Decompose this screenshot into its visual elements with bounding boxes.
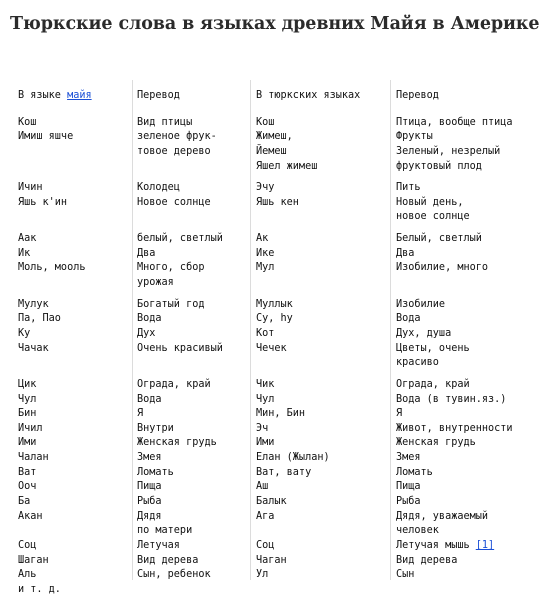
maya-word: Аак [18, 233, 37, 245]
turkic-translation: Белый, светлый [396, 233, 482, 245]
maya-translation: зеленое фрук- [137, 131, 217, 143]
turkic-word: Елан (Жылан) [256, 452, 330, 464]
turkic-translation: Вода (в тувин.яз.) [396, 393, 507, 405]
maya-translation: урожая [137, 277, 174, 289]
maya-word: Соц [18, 539, 37, 551]
column-divider [132, 80, 133, 580]
turkic-translation: Новый день, [396, 196, 464, 208]
turkic-translation: Рыба [396, 496, 421, 508]
turkic-translation: новое солнце [396, 211, 470, 223]
header-turkic-languages: В тюркских языках [256, 90, 361, 101]
turkic-word: Ике [256, 247, 275, 259]
turkic-translation: Зеленый, незрелый [396, 145, 501, 157]
turkic-translation: Цветы, очень [396, 342, 470, 354]
turkic-translation: Дух, душа [396, 327, 452, 339]
maya-word: Чачак [18, 342, 49, 354]
maya-translation: Вид дерева [137, 554, 199, 566]
maya-translation: Ограда, край [137, 378, 211, 390]
maya-translation: Вода [137, 313, 162, 325]
maya-translation: Дух [137, 327, 156, 339]
turkic-word: Чечек [256, 342, 287, 354]
maya-translation: Летучая [137, 539, 180, 551]
maya-word: Кош [18, 116, 37, 128]
maya-word: Яшь к'ин [18, 196, 68, 208]
maya-word: Аль [18, 569, 37, 581]
maya-word: Па, Пао [18, 313, 61, 325]
maya-translation: белый, светлый [137, 233, 223, 245]
header-translation-turkic: Перевод [396, 90, 439, 101]
maya-word: Ват [18, 466, 37, 478]
maya-word: Ооч [18, 481, 37, 493]
turkic-translation: Изобилие, много [396, 262, 489, 274]
maya-translation: Сын, ребенок [137, 569, 211, 581]
turkic-translation: Пища [396, 481, 421, 493]
turkic-word: Эч [256, 422, 269, 434]
maya-translation: Пища [137, 481, 162, 493]
maya-translation: Внутри [137, 422, 174, 434]
maya-word: Чул [18, 393, 37, 405]
turkic-word: Мин, Бин [256, 408, 306, 420]
turkic-word: Ул [256, 569, 269, 581]
header-maya-prefix: В языке [18, 90, 68, 101]
turkic-translation [396, 539, 494, 554]
turkic-translation: Живот, внутренности [396, 422, 513, 434]
header-maya-language [18, 89, 92, 104]
maya-translation: Новое солнце [137, 196, 211, 208]
maya-word: Ба [18, 496, 31, 508]
maya-word: Ичин [18, 182, 43, 194]
turkic-word: Ват, вату [256, 466, 312, 478]
turkic-translation: красиво [396, 357, 439, 369]
turkic-translation: Женская грудь [396, 437, 476, 449]
turkic-translation: Ломать [396, 466, 433, 478]
maya-link[interactable]: майя [67, 90, 92, 101]
maya-translation: Вода [137, 393, 162, 405]
maya-translation: Богатый год [137, 298, 205, 310]
turkic-word: Мул [256, 262, 275, 274]
turkic-translation: Дядя, уважаемый [396, 510, 489, 522]
column-divider [390, 80, 391, 580]
turkic-word: Чик [256, 378, 275, 390]
maya-translation: Колодец [137, 182, 180, 194]
turkic-translation: Сын [396, 569, 415, 581]
maya-translation: Два [137, 247, 156, 259]
maya-word: Мулук [18, 298, 49, 310]
page-title: Тюркские слова в языках древних Майя в Америке [10, 14, 540, 34]
maya-translation: Очень красивый [137, 342, 223, 354]
maya-word: Цик [18, 378, 37, 390]
turkic-word: Яшь кен [256, 196, 299, 208]
turkic-translation: человек [396, 525, 439, 537]
turkic-translation: Вид дерева [396, 554, 458, 566]
maya-word: Моль, мооль [18, 262, 86, 274]
turkic-translation: Змея [396, 452, 421, 464]
turkic-word: Кош [256, 116, 275, 128]
turkic-word: Яшел жимеш [256, 160, 318, 172]
turkic-translation: Изобилие [396, 298, 446, 310]
maya-word: Бин [18, 408, 37, 420]
maya-word: Имиш яшче [18, 131, 74, 143]
turkic-word: Ага [256, 510, 275, 522]
turkic-word: Су, hу [256, 313, 293, 325]
maya-word: Шаган [18, 554, 49, 566]
maya-word: Ку [18, 327, 31, 339]
turkic-word: Соц [256, 539, 275, 551]
maya-word: Ик [18, 247, 31, 259]
turkic-translation: Ограда, край [396, 378, 470, 390]
turkic-word: Аш [256, 481, 269, 493]
turkic-translation: Вода [396, 313, 421, 325]
turkic-translation: Пить [396, 182, 421, 194]
maya-translation: Дядя [137, 510, 162, 522]
turkic-translation: Я [396, 408, 403, 420]
maya-translation: Рыба [137, 496, 162, 508]
maya-translation: Змея [137, 452, 162, 464]
maya-translation: Вид птицы [137, 116, 193, 128]
turkic-word: Ими [256, 437, 275, 449]
turkic-translation-text: Летучая мышь [396, 539, 470, 551]
turkic-translation: Птица, вообще птица [396, 116, 513, 128]
footnote-link[interactable]: [1] [475, 539, 495, 551]
maya-translation: Ломать [137, 466, 174, 478]
maya-word: Ими [18, 437, 37, 449]
column-divider [250, 80, 251, 580]
turkic-word: Ак [256, 233, 269, 245]
turkic-word: Чаган [256, 554, 287, 566]
maya-translation: товое дерево [137, 145, 211, 157]
maya-word: Чалан [18, 452, 49, 464]
maya-word: и т. д. [18, 583, 61, 595]
turkic-word: Балык [256, 496, 287, 508]
maya-word: Ичил [18, 422, 43, 434]
turkic-word: Кот [256, 327, 275, 339]
header-translation: Перевод [137, 90, 180, 101]
maya-word: Акан [18, 510, 43, 522]
turkic-word: Чул [256, 393, 275, 405]
maya-translation: по матери [137, 525, 193, 537]
turkic-word: Йемеш [256, 145, 287, 157]
turkic-word: Муллык [256, 298, 293, 310]
turkic-translation: Фрукты [396, 131, 433, 143]
maya-translation: Я [137, 408, 144, 420]
turkic-translation: Два [396, 247, 415, 259]
turkic-word: Жимеш, [256, 131, 293, 143]
maya-translation: Много, сбор [137, 262, 205, 274]
turkic-word: Эчу [256, 182, 275, 194]
maya-translation: Женская грудь [137, 437, 217, 449]
turkic-translation: фруктовый плод [396, 160, 482, 172]
